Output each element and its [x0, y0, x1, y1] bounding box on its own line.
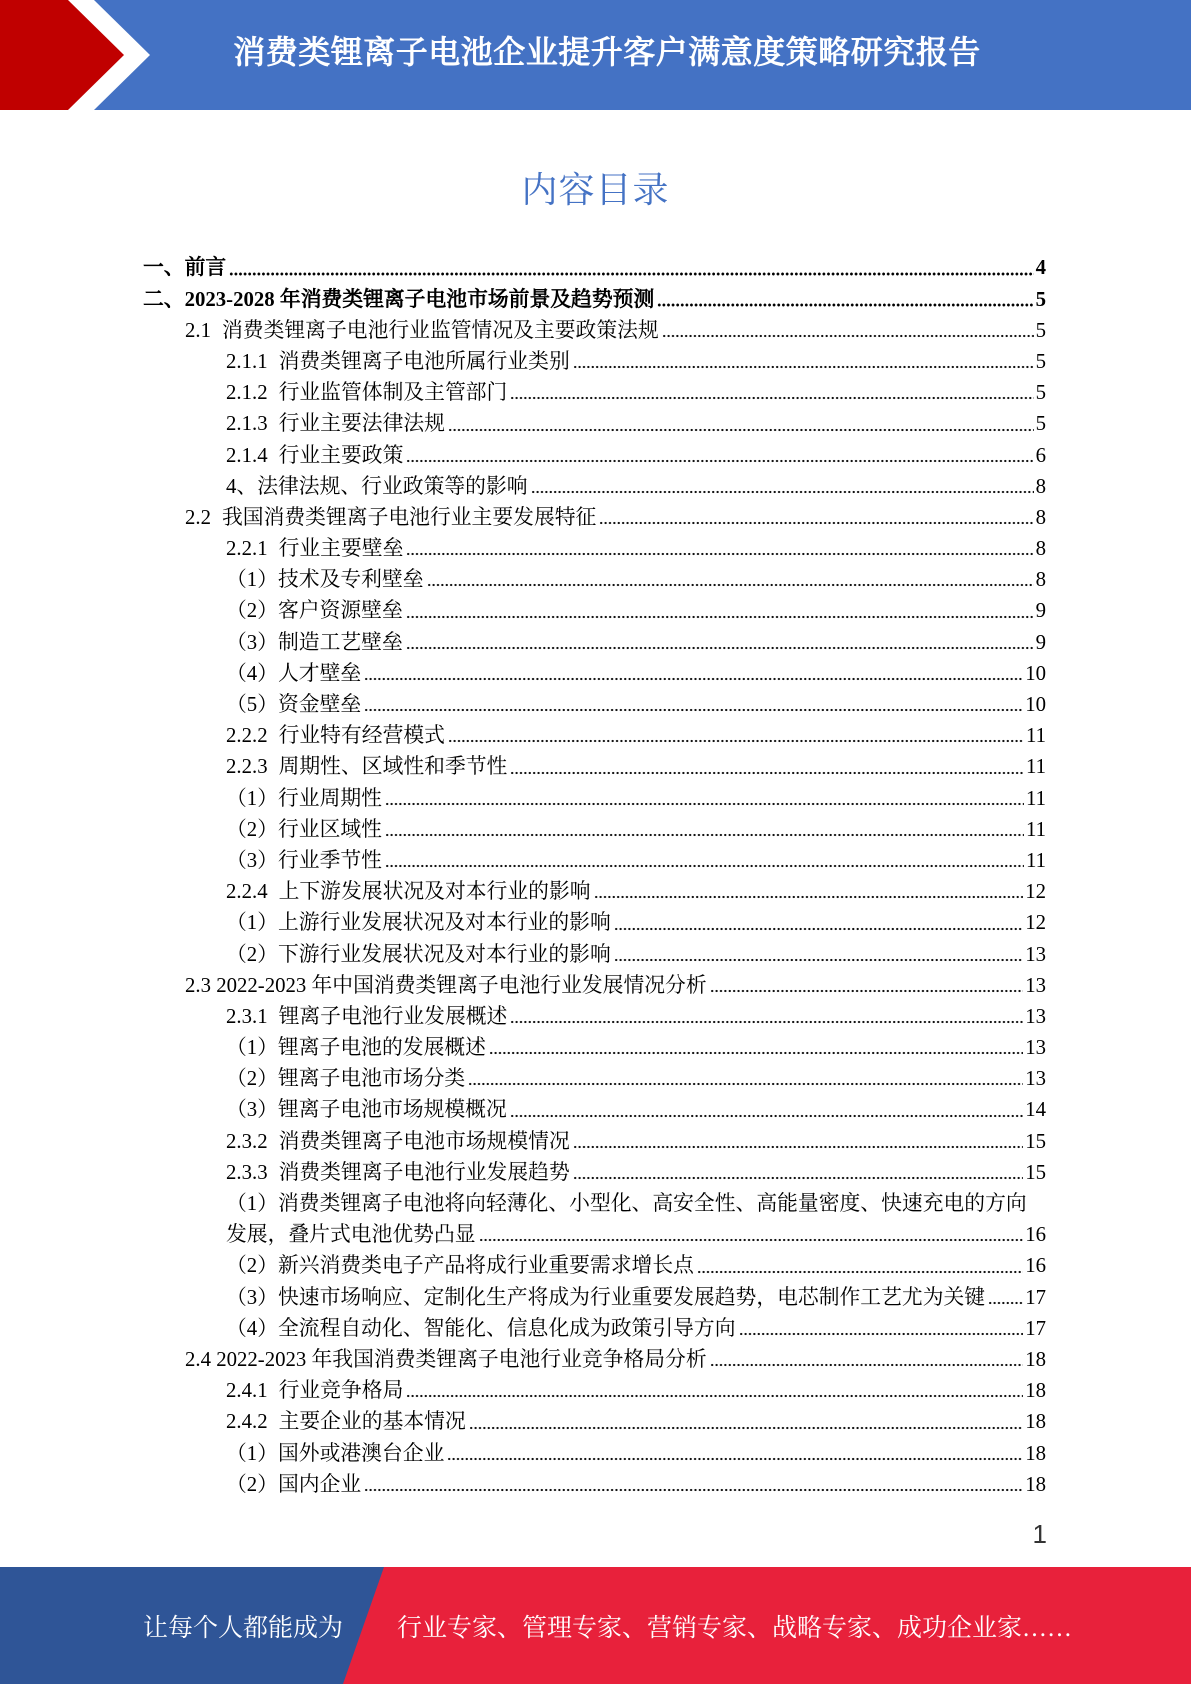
toc-entry-line: [143, 1219, 1046, 1250]
toc-dot-leader: [447, 1457, 1023, 1461]
toc-entry-number: 2.1.2: [226, 381, 268, 405]
toc-entry[interactable]: [143, 502, 1046, 533]
toc-entry[interactable]: [143, 440, 1046, 471]
toc-entry-number: 2.1.3: [226, 412, 268, 436]
toc-entry-title: 2.3 2022-2023 年中国消费类锂离子电池行业发展情况分析: [185, 973, 707, 997]
toc-dot-leader: [468, 1082, 1023, 1086]
toc-entry[interactable]: [143, 1063, 1046, 1094]
toc-entry-page: 5: [1035, 318, 1046, 342]
toc-entry[interactable]: [143, 1438, 1046, 1469]
toc-dot-leader: [510, 396, 1033, 400]
toc-entry[interactable]: [143, 783, 1046, 814]
toc-entry[interactable]: [143, 533, 1046, 564]
toc-entry[interactable]: [143, 595, 1046, 626]
toc-entry-page: 13: [1025, 973, 1046, 997]
toc-entry[interactable]: [143, 1375, 1046, 1406]
toc-entry[interactable]: [143, 751, 1046, 782]
toc-entry-page: 18: [1025, 1472, 1046, 1496]
toc-entry-page: 9: [1035, 599, 1046, 623]
toc-entry-title: （2）新兴消费类电子产品将成行业重要需求增长点: [226, 1254, 694, 1278]
toc-entry-title: 行业竞争格局: [278, 1379, 404, 1403]
toc-entry-number: 2.2: [185, 505, 211, 529]
toc-entry[interactable]: [143, 315, 1046, 346]
report-header-banner: [0, 0, 1191, 110]
toc-entry[interactable]: [143, 471, 1046, 502]
toc-dot-leader: [614, 958, 1023, 962]
toc-entry-text: [185, 315, 659, 346]
toc-entry[interactable]: [143, 377, 1046, 408]
toc-entry-page: 5: [1035, 287, 1046, 311]
toc-entry-title: （1）行业周期性: [226, 786, 382, 810]
toc-entry-number: 2.4.2: [226, 1410, 268, 1434]
toc-entry[interactable]: [143, 720, 1046, 751]
toc-dot-leader: [406, 459, 1033, 463]
toc-entry-title: 上下游发展状况及对本行业的影响: [278, 880, 591, 904]
toc-entry[interactable]: [143, 284, 1046, 315]
toc-entry-title: 行业特有经营模式: [278, 724, 445, 748]
toc-entry-title: 消费类锂离子电池行业发展趋势: [278, 1160, 570, 1184]
toc-entry[interactable]: [143, 252, 1046, 283]
toc-entry-page: 15: [1025, 1160, 1046, 1184]
toc-entry[interactable]: [143, 876, 1046, 907]
toc-dot-leader: [614, 927, 1023, 931]
toc-entry-text: [226, 533, 403, 564]
toc-dot-leader: [510, 771, 1024, 775]
toc-entry-page: 16: [1025, 1254, 1046, 1278]
toc-entry-page: 13: [1025, 942, 1046, 966]
toc-entry[interactable]: [143, 564, 1046, 595]
report-title: 消费类锂离子电池企业提升客户满意度策略研究报告: [233, 34, 981, 70]
toc-entry-title: 2.4 2022-2023 年我国消费类锂离子电池行业竞争格局分析: [185, 1347, 707, 1371]
toc-entry[interactable]: [143, 1001, 1046, 1032]
toc-dot-leader: [364, 677, 1023, 681]
toc-entry-page: 8: [1035, 568, 1046, 592]
toc-dot-leader: [573, 1145, 1023, 1149]
toc-dot-leader: [739, 1332, 1024, 1336]
toc-entry-title: （1）锂离子电池的发展概述: [226, 1036, 486, 1060]
toc-entry-number: 2.2.1: [226, 537, 268, 561]
toc-entry-title: （1）技术及专利壁垒: [226, 568, 424, 592]
toc-dot-leader: [489, 1051, 1023, 1055]
toc-entry-page: 10: [1025, 693, 1046, 716]
toc-entry[interactable]: [143, 1406, 1046, 1437]
toc-entry-page: 14: [1025, 1098, 1046, 1122]
toc-entry-page: 4: [1035, 256, 1046, 280]
toc-entry-page: 18: [1025, 1379, 1046, 1403]
toc-entry-title: 消费类锂离子电池行业监管情况及主要政策法规: [222, 318, 659, 342]
toc-entry-title: （2）行业区域性: [226, 817, 382, 841]
toc-entry-page: 11: [1025, 724, 1046, 748]
footer-banner: [0, 1567, 1191, 1684]
toc-entry[interactable]: [143, 627, 1046, 658]
toc-entry-title: 行业监管体制及主管部门: [278, 381, 508, 405]
toc-entry-title: 行业主要政策: [278, 443, 404, 467]
page-number: 1: [1032, 1519, 1047, 1549]
toc-entry-title-continued: 发展，叠片式电池优势凸显: [226, 1223, 476, 1247]
toc-entry-title: （4）全流程自动化、智能化、信息化成为政策引导方向: [226, 1316, 736, 1340]
toc-entry-number: 2.2.4: [226, 880, 268, 904]
toc-dot-leader: [510, 1020, 1023, 1024]
toc-entry[interactable]: [143, 1282, 1046, 1313]
toc-entry-page: 17: [1025, 1285, 1046, 1309]
toc-dot-leader: [573, 365, 1034, 369]
table-of-contents: [143, 252, 1046, 1500]
toc-entry-page: 18: [1025, 1441, 1046, 1465]
toc-entry-page: 12: [1025, 911, 1046, 935]
toc-entry-title: 消费类锂离子电池市场规模情况: [278, 1129, 570, 1153]
toc-dot-leader: [229, 272, 1033, 276]
toc-dot-leader: [406, 615, 1034, 619]
toc-dot-leader: [573, 1176, 1023, 1180]
toc-entry-title: （3）行业季节性: [226, 848, 382, 872]
toc-entry[interactable]: [143, 408, 1046, 439]
toc-entry-page: 11: [1025, 848, 1046, 872]
toc-entry-page: 13: [1025, 1067, 1046, 1091]
toc-dot-leader: [988, 1301, 1023, 1305]
toc-dot-leader: [385, 864, 1024, 868]
toc-entry-page: 9: [1035, 630, 1046, 654]
toc-dot-leader: [427, 583, 1034, 587]
toc-entry-title: （1）上游行业发展状况及对本行业的影响: [226, 911, 611, 935]
toc-entry-text: [226, 377, 507, 408]
toc-dot-leader: [710, 1363, 1024, 1367]
toc-dot-leader: [510, 1114, 1023, 1118]
toc-entry-text: [226, 1001, 507, 1032]
toc-entry[interactable]: [143, 1094, 1046, 1125]
toc-entry-text: [226, 720, 445, 751]
toc-entry-text: [226, 1375, 403, 1406]
toc-entry[interactable]: [143, 1157, 1046, 1188]
toc-entry-number: 2.4.1: [226, 1379, 268, 1403]
toc-dot-leader: [406, 1394, 1023, 1398]
toc-entry-title: （2）锂离子电池市场分类: [226, 1067, 466, 1091]
toc-entry-page: 15: [1025, 1129, 1046, 1153]
toc-dot-leader: [406, 552, 1033, 556]
toc-entry[interactable]: [143, 346, 1046, 377]
toc-entry[interactable]: [143, 689, 1046, 720]
toc-dot-leader: [479, 1238, 1024, 1242]
toc-dot-leader: [662, 334, 1034, 338]
toc-entry-page: 5: [1035, 381, 1046, 405]
toc-entry-text: [226, 1157, 570, 1188]
toc-entry-page: 12: [1025, 880, 1046, 904]
toc-entry-text: [226, 1126, 570, 1157]
toc-entry-title: 我国消费类锂离子电池行业主要发展特征: [222, 505, 597, 529]
toc-entry[interactable]: [143, 1188, 1046, 1250]
toc-entry-text: [226, 440, 403, 471]
toc-dot-leader: [406, 646, 1034, 650]
toc-entry[interactable]: [143, 939, 1046, 970]
toc-entry[interactable]: [143, 970, 1046, 1001]
toc-entry-page: 8: [1035, 537, 1046, 561]
toc-entry-text: [226, 876, 591, 907]
toc-entry-title: （2）下游行业发展状况及对本行业的影响: [226, 942, 611, 966]
toc-dot-leader: [594, 895, 1024, 899]
toc-entry-page: 6: [1035, 443, 1046, 467]
toc-dot-leader: [657, 303, 1033, 307]
toc-entry-page: 11: [1025, 786, 1046, 810]
toc-entry-number: 2.2.3: [226, 755, 268, 779]
toc-entry-page: 5: [1035, 349, 1046, 373]
toc-entry-page: 10: [1025, 661, 1046, 685]
toc-dot-leader: [385, 833, 1024, 837]
toc-entry[interactable]: [143, 1469, 1046, 1500]
toc-entry-page: 13: [1025, 1004, 1046, 1028]
toc-entry[interactable]: [143, 1313, 1046, 1344]
toc-entry-title: 主要企业的基本情况: [278, 1410, 466, 1434]
toc-entry-page: 13: [1025, 1036, 1046, 1060]
toc-entry-title: 周期性、区域性和季节性: [278, 755, 508, 779]
toc-entry-text: [226, 346, 570, 377]
toc-entry-title: （4）人才壁垒: [226, 661, 362, 685]
toc-entry-title: （2）客户资源壁垒: [226, 599, 403, 623]
footer-slogan-left: 让每个人都能成为: [143, 1615, 344, 1642]
toc-dot-leader: [448, 739, 1024, 743]
toc-entry-title: （3）制造工艺壁垒: [226, 630, 403, 654]
toc-entry[interactable]: [143, 658, 1046, 689]
toc-entry-text: [226, 751, 507, 782]
toc-entry-title: （3）快速市场响应、定制化生产将成为行业重要发展趋势，电芯制作工艺尤为关键: [226, 1285, 986, 1309]
toc-dot-leader: [385, 802, 1024, 806]
toc-entry-title: 消费类锂离子电池所属行业类别: [278, 349, 570, 373]
toc-entry[interactable]: [143, 1126, 1046, 1157]
toc-entry-text: [185, 502, 596, 533]
toc-entry-page: 16: [1025, 1223, 1046, 1247]
toc-entry-number: 2.1.1: [226, 349, 268, 373]
toc-entry-number: 2.3.2: [226, 1129, 268, 1153]
toc-entry[interactable]: [143, 1250, 1046, 1281]
toc-dot-leader: [448, 428, 1034, 432]
toc-entry[interactable]: [143, 814, 1046, 845]
toc-entry-text: [226, 1406, 466, 1437]
toc-entry[interactable]: [143, 1344, 1046, 1375]
toc-dot-leader: [697, 1270, 1023, 1274]
footer-slogan-right: 行业专家、管理专家、营销专家、战略专家、成功企业家……: [397, 1615, 1073, 1642]
toc-entry-page: 18: [1025, 1347, 1046, 1371]
toc-entry-title: 锂离子电池行业发展概述: [278, 1004, 508, 1028]
toc-entry-page: 11: [1025, 755, 1046, 779]
toc-entry[interactable]: [143, 907, 1046, 938]
toc-entry-page: 11: [1025, 817, 1046, 841]
toc-entry-number: 2.1.4: [226, 443, 268, 467]
toc-entry-title: 行业主要法律法规: [278, 412, 445, 436]
toc-dot-leader: [364, 1488, 1023, 1492]
toc-dot-leader: [469, 1426, 1023, 1430]
toc-entry-title: （2）国内企业: [226, 1472, 362, 1496]
toc-entry-title: 二、2023-2028 年消费类锂离子电池市场前景及趋势预测: [143, 287, 655, 311]
toc-entry-page: 8: [1035, 505, 1046, 529]
toc-entry-title: （5）资金壁垒: [226, 693, 362, 716]
toc-dot-leader: [531, 490, 1034, 494]
toc-entry-number: 2.3.1: [226, 1004, 268, 1028]
toc-entry-page: 18: [1025, 1410, 1046, 1434]
toc-entry-title: 一、前言: [143, 256, 227, 280]
toc-entry[interactable]: [143, 845, 1046, 876]
toc-dot-leader: [599, 521, 1033, 525]
toc-entry-title: （1）国外或港澳台企业: [226, 1441, 445, 1465]
toc-entry-page: 8: [1035, 474, 1046, 498]
toc-entry-title: （1）消费类锂离子电池将向轻薄化、小型化、高安全性、高能量密度、快速充电的方向: [226, 1192, 1027, 1215]
toc-heading: 内容目录: [521, 170, 670, 210]
toc-entry-page: 17: [1025, 1316, 1046, 1340]
toc-entry-text: [226, 408, 445, 439]
toc-dot-leader: [364, 708, 1023, 712]
toc-entry-page: 5: [1035, 412, 1046, 436]
toc-entry-number: 2.1: [185, 318, 211, 342]
toc-entry-title: 行业主要壁垒: [278, 537, 404, 561]
toc-entry-number: 2.2.2: [226, 724, 268, 748]
toc-entry-number: 2.3.3: [226, 1160, 268, 1184]
toc-entry-title: （3）锂离子电池市场规模概况: [226, 1098, 507, 1122]
toc-entry[interactable]: [143, 1032, 1046, 1063]
toc-entry-line: [143, 1188, 1046, 1219]
toc-entry-title: 4、法律法规、行业政策等的影响: [226, 474, 528, 498]
toc-dot-leader: [710, 989, 1024, 993]
